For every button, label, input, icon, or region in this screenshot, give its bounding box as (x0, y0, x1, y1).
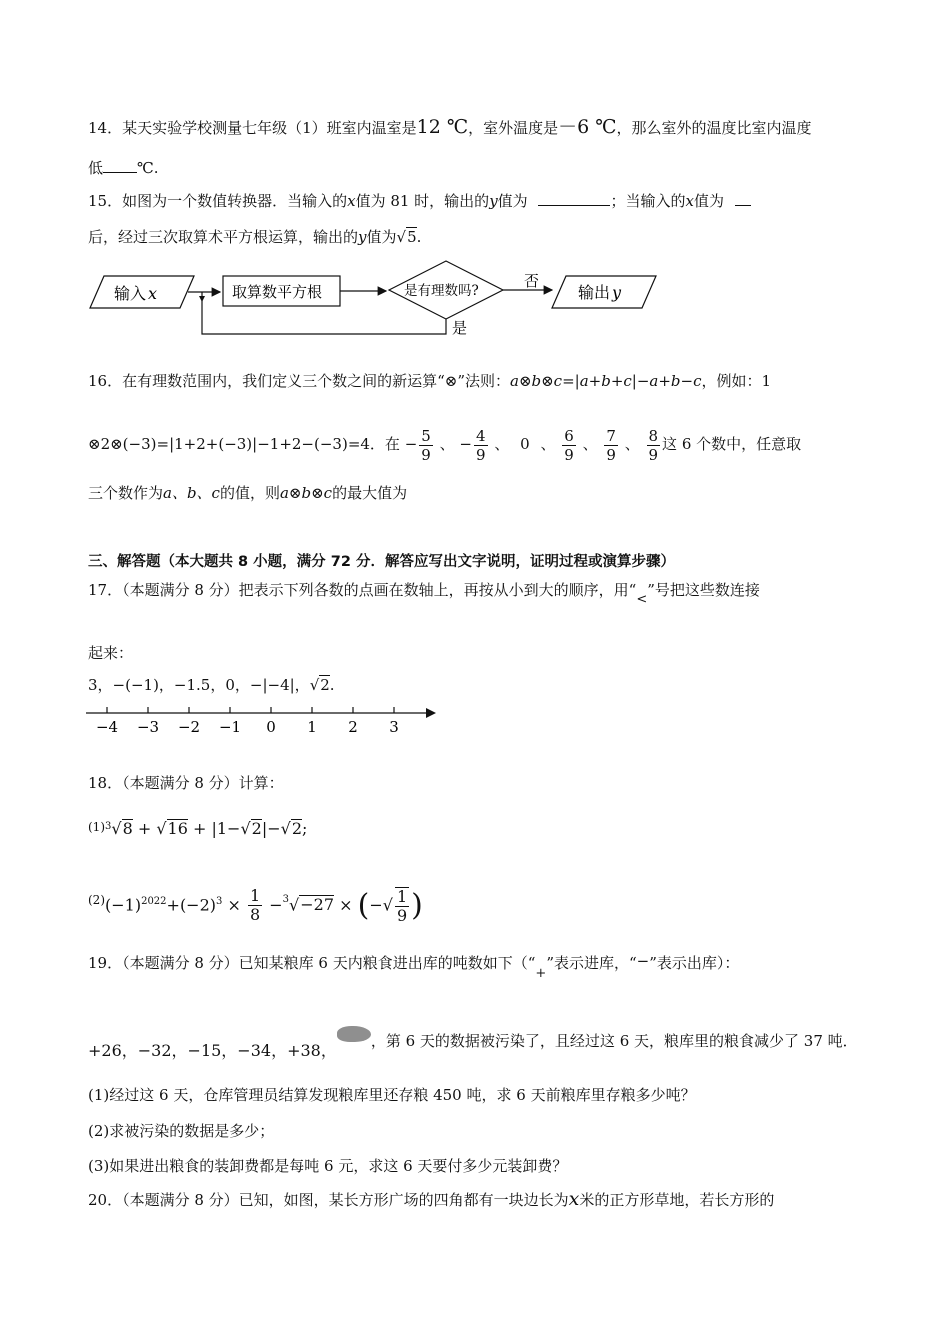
q18-frac-num: 1 (249, 886, 261, 906)
flowchart-output-label: 输出 (578, 283, 611, 302)
q16-frac-num: 8 (648, 426, 659, 445)
q16-expr: a⊗b⊗c (279, 484, 333, 502)
q15-end: . (416, 228, 422, 246)
q17-less-than: < (636, 592, 648, 607)
radical-icon: √ (156, 819, 167, 838)
q15-line1 (88, 190, 751, 212)
q17-line1 (88, 579, 760, 607)
q19-text2: ，第 6 天的数据被污染了，且经过这 6 天，粮库里的粮食减少了 37 吨． (370, 1032, 858, 1050)
q18-p2-a: (−1) (105, 895, 142, 915)
q16-sep: 、 (439, 435, 455, 453)
q18-p1-abs-open: |1− (211, 819, 241, 838)
q18-frac-num: 1 (396, 886, 408, 906)
flowchart (84, 258, 674, 340)
q15-mid4: 值为 (693, 192, 724, 210)
q17-radicand: 2 (320, 676, 330, 694)
number-line-tick-label: −1 (218, 718, 242, 736)
flowchart-input-var: x (148, 284, 158, 303)
q16-frac-den: 9 (648, 445, 659, 464)
q16-frac-num: 7 (606, 426, 616, 445)
q16-frac-num: 6 (564, 426, 574, 445)
q16-line3 (88, 482, 407, 504)
q19-mid: ”表示进库，“ (546, 954, 637, 972)
q20-text: 20．（本题满分 8 分）已知，如图，某长方形广场的四角都有一块边长为 (88, 1191, 569, 1209)
q18-p1-radicand-f: 2 (291, 819, 303, 838)
q15-var-x: x (347, 192, 356, 210)
q16-text: 16．在有理数范围内，我们定义三个数之间的新运算“⊗”法则： (88, 372, 510, 390)
q16-vars: a、b、c (163, 484, 220, 502)
q16-line1 (88, 370, 771, 392)
q17-text: 17．（本题满分 8 分）把表示下列各数的点画在数轴上，再按从小到大的顺序，用“ (88, 581, 637, 599)
number-line-ticks (96, 707, 399, 736)
q18-p1-radicand-d: 2 (251, 819, 262, 838)
q19-sub1: (1)经过这 6 天，仓库管理员结算发现粮库里还存粮 450 吨，求 6 天前粮库里存粮多少吨？ (88, 1086, 696, 1104)
flowchart-yes-arrowhead (199, 296, 205, 302)
q16-text-cont: 这 6 个数中，任意取 (662, 435, 802, 453)
q16-sep: 、 (540, 435, 556, 453)
q17-numbers (88, 674, 335, 696)
q19-sub2: (2)求被污染的数据是多少； (88, 1122, 275, 1140)
q16-line2 (88, 424, 801, 464)
q16-neg-sign-1: − (404, 435, 418, 453)
number-line-tick-label: 0 (266, 718, 276, 736)
radical-icon: √ (289, 895, 300, 915)
q16-sep: 、 (624, 435, 640, 453)
q18-p1-end: ; (302, 819, 308, 838)
q19-line1 (88, 952, 740, 981)
q14-low: 低 (88, 159, 104, 177)
q18-part2: $^{(2)}(-1)^{2022}+(-2)^3$ × $\frac{1}{8}$ −$^3$√−27 × (−√ $\frac{1}{9}$ ) (88, 886, 423, 925)
q14-mid: ，室外温度是 (468, 119, 559, 137)
section-3-title: 三、解答题（本大题共 8 小题，满分 72 分．解答应写出文字说明，证明过程或演算步骤） (88, 554, 675, 570)
q15-mid5: 值为 (366, 228, 397, 246)
q16-fraction-6-9 (562, 427, 576, 464)
q17-end: . (329, 676, 335, 694)
q16-mid: 的值，则 (219, 484, 280, 502)
radical-icon: √ (240, 819, 251, 838)
number-line-tick-label: −4 (95, 718, 119, 736)
number-line-tick-label: 3 (389, 718, 399, 736)
q16-frac-num: 4 (476, 426, 486, 445)
q16-text3: 三个数作为 (88, 484, 164, 502)
q18-p2-times-2: × (339, 895, 353, 915)
q16-rule: a⊗b⊗c=|a+b+c|−a+b−c (510, 372, 702, 390)
q16-frac-num: 5 (421, 426, 431, 445)
q15-var-y: y (489, 192, 498, 210)
q17-text-cont: ”号把这些数连接 (647, 581, 760, 599)
q16-fraction-neg4-9 (474, 427, 488, 464)
q15-answer-blank-2[interactable] (735, 191, 751, 206)
q18-frac-den: 9 (396, 905, 408, 925)
radical-icon: √ (111, 819, 122, 838)
number-line-arrow-icon (426, 708, 436, 718)
radical-icon: √ (382, 895, 393, 915)
q18-p1-radicand-a: 8 (122, 819, 133, 838)
q15-line2 (88, 226, 421, 248)
smudge-icon (337, 1026, 371, 1042)
q18-p2-fraction (248, 887, 262, 924)
flowchart-input-label: 输入 (114, 284, 147, 303)
q18-p2-times: × (227, 895, 241, 915)
q16-frac-den: 9 (606, 445, 616, 464)
q19-text-cont: ”表示出库）： (649, 954, 740, 972)
q17-line2: 起来： (88, 644, 134, 662)
q16-frac-den: 9 (564, 445, 574, 464)
q15-radicand: 5 (407, 228, 417, 246)
q19-minus: − (636, 952, 650, 970)
q15-answer-blank-1[interactable] (538, 191, 610, 206)
q14-text: 14．某天实验学校测量七年级（1）班室内温室是 (88, 119, 417, 137)
q18-frac-den: 8 (249, 905, 261, 925)
q18-p2-cube-index: 3 (282, 894, 290, 905)
q15-var-x-2: x (685, 192, 694, 210)
q16-example: ，例如：1 (701, 372, 772, 390)
q16-example-cont: ⊗2⊗(−3)=|1+2+(−3)|−1+2−(−3)=4．在 (88, 435, 400, 453)
q16-sep: 、 (582, 435, 598, 453)
q15-mid2: 值为 (497, 192, 528, 210)
q18-p2-a-exp: 2022 (141, 896, 167, 907)
flowchart-process-label: 取算数平方根 (232, 283, 323, 301)
q18-cube-index: 3 (105, 821, 112, 832)
number-line-tick-label: 1 (307, 718, 317, 736)
q16-end: 的最大值为 (332, 484, 408, 502)
q14-unit: ℃. (137, 159, 159, 177)
q16-fraction-7-9 (604, 427, 618, 464)
q18-part1-label: (1) (88, 820, 105, 834)
q15-mid3: ；当输入的 (610, 192, 686, 210)
q16-sep: 、 (494, 435, 510, 453)
flowchart-yes-label: 是 (452, 319, 468, 337)
q18-title: 18．（本题满分 8 分）计算： (88, 774, 284, 792)
q16-neg-sign-2: − (459, 435, 472, 453)
q16-fraction-8-9 (647, 427, 661, 464)
q14-line2 (88, 157, 159, 179)
flowchart-output-var: y (612, 283, 622, 302)
radical-icon: √ (280, 819, 291, 838)
number-line (84, 700, 444, 740)
q16-frac-den: 9 (421, 445, 431, 464)
q18-p2-minus: − (269, 895, 283, 915)
q14-tail: ，那么室外的温度比室内温度 (616, 119, 812, 137)
radical-icon: √ (396, 228, 407, 246)
q14-line1 (88, 116, 812, 139)
q19-data-list: +26，−32，−15，−34，+38， (88, 1041, 337, 1060)
q15-mid: 值为 81 时，输出的 (355, 192, 490, 210)
q15-text2: 后，经过三次取算术平方根运算，输出的 (88, 228, 359, 246)
q16-fraction-neg5-9 (419, 427, 433, 464)
q19-line2 (88, 1030, 858, 1060)
q16-frac-den: 9 (476, 445, 486, 464)
q15-text: 15．如图为一个数值转换器．当输入的 (88, 192, 348, 210)
q18-p2-b-exp: 3 (216, 896, 223, 907)
q18-p2-b: +(−2) (166, 895, 217, 915)
q20-text-cont: 米的正方形草地，若长方形的 (579, 1191, 775, 1209)
q14-temp-out: －6 ℃ (558, 116, 617, 138)
q18-p2-sqrt-fraction (395, 887, 409, 925)
q18-part2-label: (2) (88, 893, 105, 907)
number-line-tick-label: −3 (136, 718, 160, 736)
q16-zero: 0 (520, 435, 530, 453)
q14-answer-blank[interactable] (103, 158, 137, 173)
q18-part1: $^{(1)3}$√8 + √16 + |1−√2|−√2; (88, 819, 308, 838)
q19-sub3: (3)如果进出粮食的装卸费都是每吨 6 元，求这 6 天要付多少元装卸费？ (88, 1157, 568, 1175)
flowchart-decision-label: 是有理数吗? (404, 283, 479, 299)
q14-temp-in: 12 ℃ (416, 116, 469, 138)
number-line-tick-label: 2 (348, 718, 358, 736)
q18-p2-paren-close: ) (411, 887, 423, 923)
q17-number-list: 3，−(−1)，−1.5，0，−|−4|， (88, 676, 310, 694)
radical-icon: √ (309, 676, 320, 694)
number-line-tick-label: −2 (177, 718, 201, 736)
q18-p1-radicand-b: 16 (167, 819, 188, 838)
q19-text: 19．（本题满分 8 分）已知某粮库 6 天内粮食进出库的吨数如下（“ (88, 954, 536, 972)
flowchart-no-label: 否 (524, 272, 540, 290)
q18-p2-paren-open: ( (357, 887, 370, 923)
q19-plus: + (535, 966, 547, 981)
q18-p2-radicand: −27 (300, 895, 335, 915)
q18-p1-abs-close: |− (261, 819, 281, 838)
q20-line1 (88, 1188, 774, 1211)
q15-var-y-2: y (358, 228, 367, 246)
q20-var-x: x (568, 1188, 580, 1210)
